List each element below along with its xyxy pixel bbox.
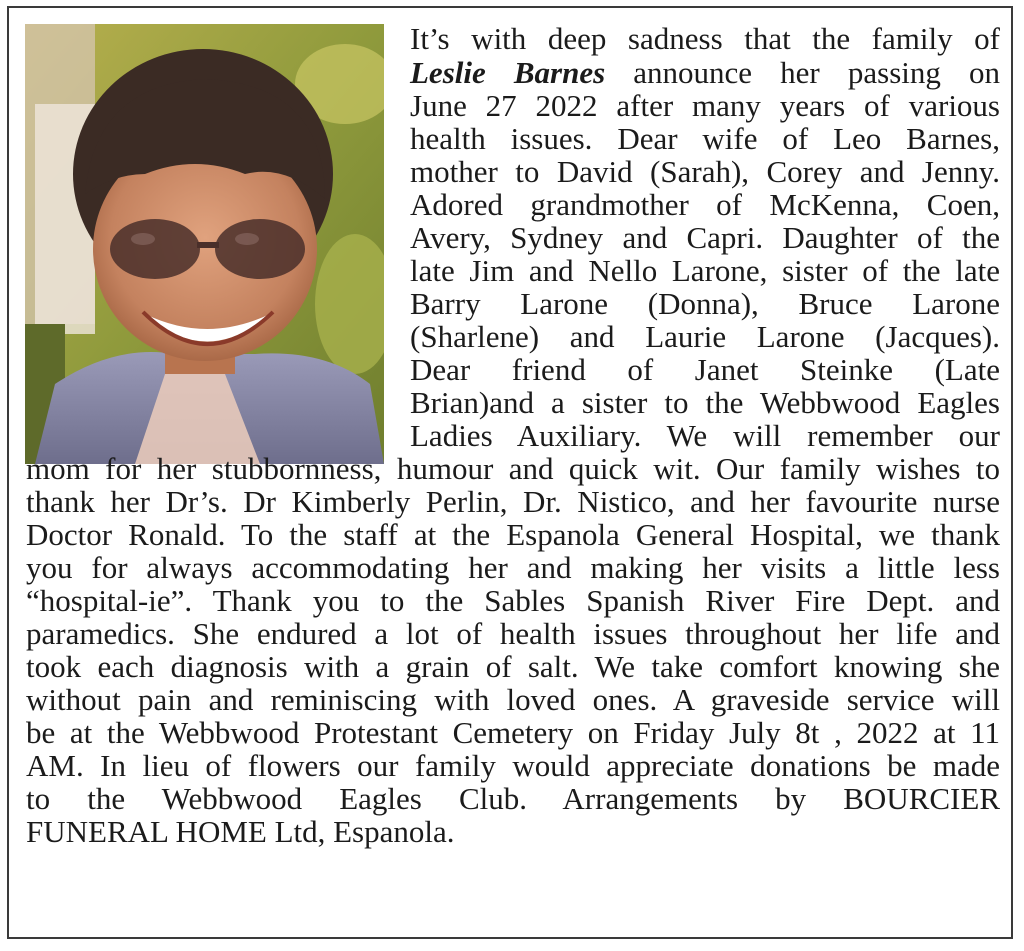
text-line-25: FUNERAL HOME Ltd, Espanola. — [26, 814, 455, 849]
text-line-23: AM. In lieu of flowers our family would appreciate donations be made — [26, 748, 1000, 783]
text-line-2-rest: announce her passing on — [605, 55, 1000, 90]
text-line-13: Ladies Auxiliary. We will remember our — [410, 418, 1000, 453]
text-line-12: Brian)and a sister to the Webbwood Eagles — [410, 385, 1000, 420]
text-line-14: mom for her stubbornness, humour and quick wit. Our family wishes to — [26, 451, 1000, 486]
text-line-9: Barry Larone (Donna), Bruce Larone — [410, 286, 1000, 321]
text-line-17: you for always accommodating her and making her visits a little less — [26, 550, 1000, 585]
text-line-24: to the Webbwood Eagles Club. Arrangements by BOURCIER — [26, 781, 1000, 816]
text-line-4: health issues. Dear wife of Leo Barnes, — [410, 121, 1000, 156]
text-line-21: without pain and reminiscing with loved ones. A graveside service will — [26, 682, 1000, 717]
text-line-22: be at the Webbwood Protestant Cemetery on Friday July 8t , 2022 at 11 — [26, 715, 1000, 750]
text-line-20: took each diagnosis with a grain of salt. We take comfort knowing she — [26, 649, 1000, 684]
text-line-1: It’s with deep sadness that the family of — [410, 21, 1000, 56]
portrait-illustration — [25, 24, 384, 464]
text-line-18: “hospital-ie”. Thank you to the Sables Spanish River Fire Dept. and — [26, 583, 1000, 618]
text-line-2 — [410, 56, 1000, 89]
text-line-8: late Jim and Nello Larone, sister of the late — [410, 253, 1000, 288]
text-line-6: Adored grandmother of McKenna, Coen, — [410, 187, 1000, 222]
text-line-19: paramedics. She endured a lot of health issues throughout her life and — [26, 616, 1000, 651]
text-line-5: mother to David (Sarah), Corey and Jenny. — [410, 154, 1000, 189]
text-line-16: Doctor Ronald. To the staff at the Espanola General Hospital, we thank — [26, 517, 1000, 552]
text-line-10: (Sharlene) and Laurie Larone (Jacques). — [410, 319, 1000, 354]
text-line-11: Dear friend of Janet Steinke (Late — [410, 352, 1000, 387]
text-line-15: thank her Dr’s. Dr Kimberly Perlin, Dr. Nistico, and her favourite nurse — [26, 484, 1000, 519]
portrait-photo — [25, 24, 384, 464]
deceased-name: Leslie Barnes — [410, 55, 606, 90]
text-line-7: Avery, Sydney and Capri. Daughter of the — [410, 220, 1000, 255]
text-line-3: June 27 2022 after many years of various — [410, 88, 1000, 123]
